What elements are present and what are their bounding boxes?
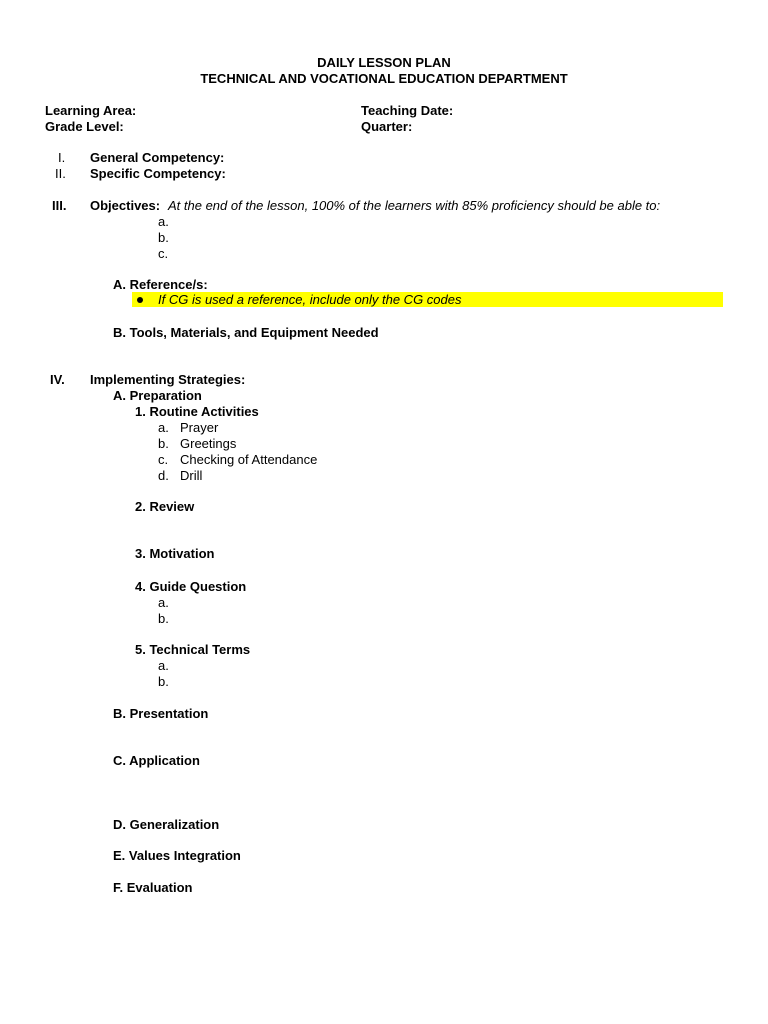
application-heading: C. Application [113, 753, 200, 768]
routine-c-letter: c. [158, 452, 169, 467]
grade-level-label: Grade Level: [45, 119, 124, 134]
review-heading: 2. Review [135, 499, 195, 514]
tools-heading: B. Tools, Materials, and Equipment Needed [113, 325, 379, 340]
guide-question-heading: 4. Guide Question [135, 579, 247, 594]
specific-competency-label: Specific Competency: [90, 166, 226, 181]
values-integration-heading: E. Values Integration [113, 848, 241, 863]
section-4-number: IV. [50, 372, 65, 387]
routine-greetings: Greetings [180, 436, 237, 451]
routine-a-letter: a. [158, 420, 169, 435]
routine-b-letter: b. [158, 436, 169, 451]
motivation-heading: 3. Motivation [135, 546, 215, 561]
routine-drill: Drill [180, 468, 203, 483]
objectives-text: At the end of the lesson, 100% of the learners with 85% proficiency should be able to: [168, 198, 661, 213]
reference-note: If CG is used a reference, include only the CG codes [158, 292, 462, 307]
evaluation-heading: F. Evaluation [113, 880, 193, 895]
terms-b: b. [158, 674, 169, 689]
routine-d-letter: d. [158, 468, 169, 483]
department-title: TECHNICAL AND VOCATIONAL EDUCATION DEPARTMENT [200, 71, 568, 86]
section-1-number: I. [58, 150, 66, 165]
preparation-heading: A. Preparation [113, 388, 202, 403]
routine-activities-heading: 1. Routine Activities [135, 404, 259, 419]
bullet-icon [137, 297, 143, 303]
general-competency-label: General Competency: [90, 150, 225, 165]
references-heading: A. Reference/s: [113, 277, 208, 292]
presentation-heading: B. Presentation [113, 706, 209, 721]
guide-b: b. [158, 611, 169, 626]
doc-title: DAILY LESSON PLAN [317, 55, 451, 70]
generalization-heading: D. Generalization [113, 817, 220, 832]
routine-prayer: Prayer [180, 420, 219, 435]
objective-c: c. [158, 246, 169, 261]
objective-b: b. [158, 230, 169, 245]
objective-a: a. [158, 214, 169, 229]
learning-area-label: Learning Area: [45, 103, 137, 118]
guide-a: a. [158, 595, 169, 610]
technical-terms-heading: 5. Technical Terms [135, 642, 251, 657]
quarter-label: Quarter: [361, 119, 413, 134]
terms-a: a. [158, 658, 169, 673]
routine-attendance: Checking of Attendance [180, 452, 318, 467]
implementing-strategies-label: Implementing Strategies: [90, 372, 246, 387]
section-3-number: III. [52, 198, 67, 213]
section-2-number: II. [55, 166, 66, 181]
objectives-label: Objectives: [90, 198, 161, 213]
teaching-date-label: Teaching Date: [361, 103, 454, 118]
